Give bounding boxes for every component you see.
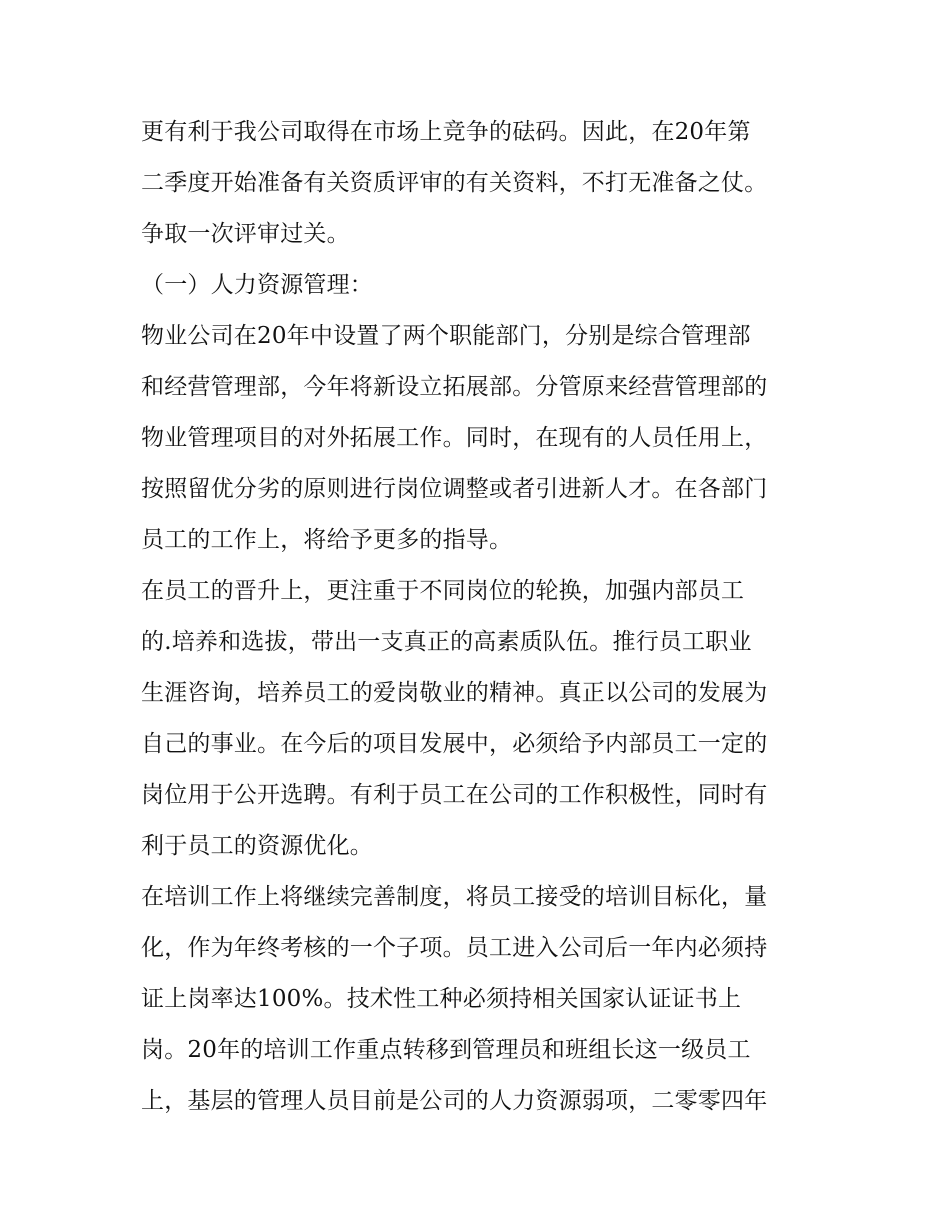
text-line: 岗位用于公开选聘。有利于员工在公司的工作积极性，同时有 [141, 782, 768, 808]
text-line: 和经营管理部，今年将新设立拓展部。分管原来经营管理部的 [141, 374, 768, 400]
text-line: 上，基层的管理人员目前是公司的人力资源弱项，二零零四年 [141, 1088, 768, 1114]
text-line: 二季度开始准备有关资质评审的有关资料，不打无准备之仗。 [141, 170, 768, 196]
text-line: 物业管理项目的对外拓展工作。同时，在现有的人员任用上， [141, 425, 768, 451]
text-line: 在培训工作上将继续完善制度，将员工接受的培训目标化，量 [141, 884, 768, 910]
document-body [141, 107, 821, 1127]
text-line: 化，作为年终考核的一个子项。员工进入公司后一年内必须持 [141, 935, 768, 961]
section-heading: （一）人力资源管理： [141, 272, 373, 298]
text-line: 生涯咨询，培养员工的爱岗敬业的精神。真正以公司的发展为 [141, 680, 768, 706]
text-line: 员工的工作上，将给予更多的指导。 [141, 527, 513, 553]
text-line: 利于员工的资源优化。 [141, 833, 373, 859]
text-line: 岗。20年的培训工作重点转移到管理员和班组长这一级员工 [141, 1037, 751, 1063]
text-line: 证上岗率达100%。技术性工种必须持相关国家认证证书上 [141, 986, 742, 1012]
text-line: 在员工的晋升上，更注重于不同岗位的轮换，加强内部员工 [141, 578, 745, 604]
text-line: 按照留优分劣的原则进行岗位调整或者引进新人才。在各部门 [141, 476, 768, 502]
text-line: 更有利于我公司取得在市场上竞争的砝码。因此，在20年第 [141, 119, 751, 145]
text-line: 争取一次评审过关。 [141, 221, 350, 247]
text-line: 自己的事业。在今后的项目发展中，必须给予内部员工一定的 [141, 731, 768, 757]
text-line: 的.培养和选拔，带出一支真正的高素质队伍。推行员工职业 [141, 629, 752, 655]
text-line: 物业公司在20年中设置了两个职能部门，分别是综合管理部 [141, 323, 751, 349]
